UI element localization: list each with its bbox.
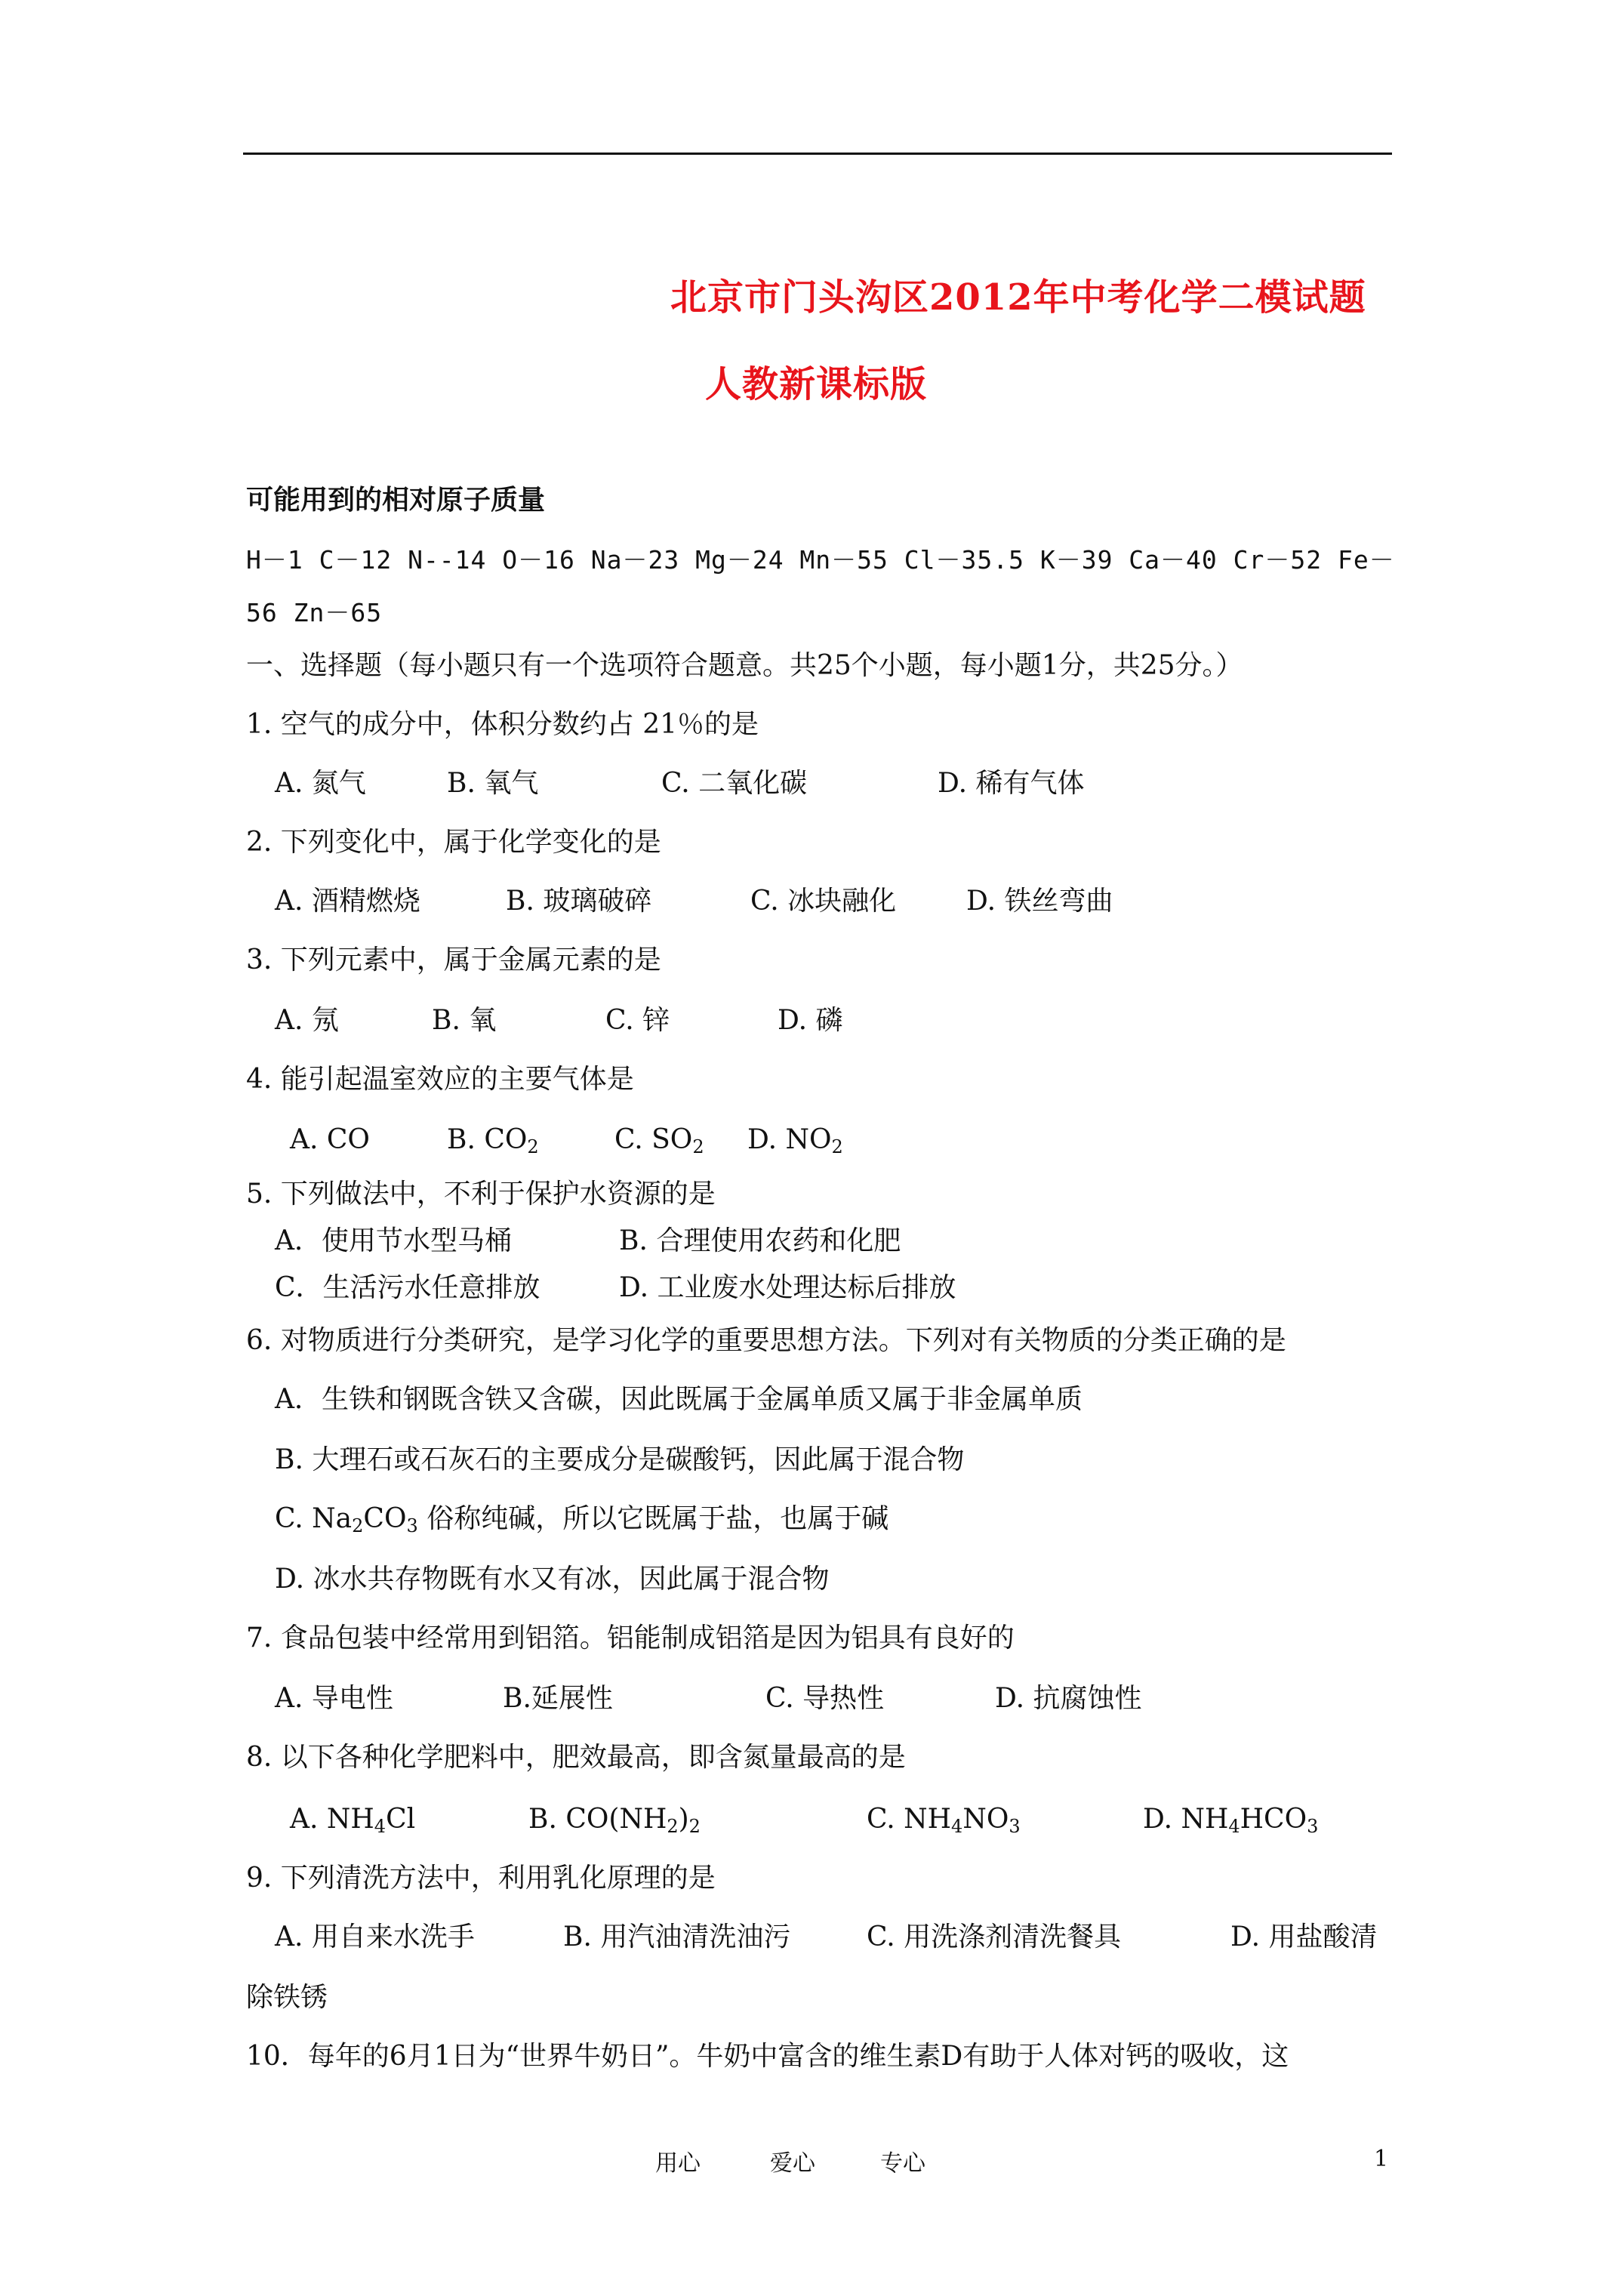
option: C. 导热性 bbox=[765, 1683, 885, 1714]
option: D. 用盐酸清 bbox=[1230, 1922, 1378, 1952]
page-number: 1 bbox=[1374, 2146, 1389, 2172]
option: C. $SO_2$ bbox=[614, 1124, 704, 1157]
option: C. 锌 bbox=[605, 1005, 670, 1036]
option-continuation: 除铁锈 bbox=[246, 1982, 328, 2013]
question-stem: 7. 食品包装中经常用到铝箔。铝能制成铝箔是因为铝具有良好的 bbox=[246, 1623, 1015, 1653]
question-stem: 6. 对物质进行分类研究，是学习化学的重要思想方法。下列对有关物质的分类正确的是 bbox=[246, 1325, 1286, 1356]
option: D. 磷 bbox=[778, 1005, 843, 1036]
option: B. 玻璃破碎 bbox=[506, 886, 652, 917]
option: A. 酒精燃烧 bbox=[275, 886, 420, 917]
option: B. $CO(NH_2)_2$ bbox=[528, 1804, 701, 1837]
option: B. 大理石或石灰石的主要成分是碳酸钙，因此属于混合物 bbox=[275, 1444, 965, 1475]
option: C. 冰块融化 bbox=[750, 886, 897, 917]
option: A．生铁和钢既含铁又含碳，因此既属于金属单质又属于非金属单质 bbox=[275, 1384, 1083, 1415]
question-stem: 5. 下列做法中，不利于保护水资源的是 bbox=[246, 1179, 716, 1210]
option: B. 用汽油清洗油污 bbox=[563, 1922, 791, 1952]
option: B. 氧气 bbox=[447, 768, 539, 799]
option: D. $NO_2$ bbox=[747, 1124, 843, 1157]
option: A．使用节水型马桶 bbox=[275, 1225, 512, 1256]
option: C. 用洗涤剂清洗餐具 bbox=[867, 1922, 1122, 1952]
option: A. $NH_4Cl$ bbox=[290, 1804, 416, 1837]
option: D. 铁丝弯曲 bbox=[966, 886, 1113, 917]
question-stem: 10．每年的6月1日为“世界牛奶日”。牛奶中富含的维生素D有助于人体对钙的吸收，这 bbox=[246, 2041, 1289, 2072]
footer-text-left: 用心 bbox=[655, 2150, 701, 2177]
page-title: 北京市门头沟区2012年中考化学二模试题 bbox=[670, 276, 1366, 319]
question-stem: 1. 空气的成分中，体积分数约占 21％的是 bbox=[246, 709, 759, 740]
option: C. $NH_4NO_3$ bbox=[867, 1804, 1021, 1837]
option: C．生活污水任意排放 bbox=[275, 1272, 540, 1303]
atomic-mass-line2: 56 Zn－65 bbox=[246, 598, 383, 627]
question-stem: 2. 下列变化中，属于化学变化的是 bbox=[246, 827, 661, 858]
atomic-mass-heading: 可能用到的相对原子质量 bbox=[246, 484, 546, 516]
option: B. $CO_2$ bbox=[447, 1124, 539, 1157]
question-stem: 9. 下列清洗方法中，利用乳化原理的是 bbox=[246, 1863, 716, 1894]
option: D. 冰水共存物既有水又有冰，因此属于混合物 bbox=[275, 1564, 830, 1595]
option: C. $Na_2CO_3$ 俗称纯碱，所以它既属于盐，也属于碱 bbox=[275, 1503, 889, 1536]
header-rule bbox=[243, 153, 1392, 155]
option: B. 氧 bbox=[432, 1005, 497, 1036]
option: A. CO bbox=[290, 1124, 370, 1155]
option: A. 氮气 bbox=[275, 768, 366, 799]
question-stem: 8. 以下各种化学肥料中，肥效最高，即含氮量最高的是 bbox=[246, 1742, 906, 1773]
page-subtitle: 人教新课标版 bbox=[705, 363, 928, 405]
option: A. 导电性 bbox=[275, 1683, 393, 1714]
option: D. $NH_4HCO_3$ bbox=[1143, 1804, 1319, 1837]
question-stem: 4. 能引起温室效应的主要气体是 bbox=[246, 1064, 634, 1095]
option: C. 二氧化碳 bbox=[661, 768, 808, 799]
option: D. 稀有气体 bbox=[938, 768, 1085, 799]
footer-text-right: 专心 bbox=[880, 2150, 925, 2177]
option: B. 合理使用农药和化肥 bbox=[619, 1225, 901, 1256]
question-stem: 3. 下列元素中，属于金属元素的是 bbox=[246, 945, 661, 975]
footer-text-middle: 爱心 bbox=[770, 2150, 815, 2177]
option: D. 抗腐蚀性 bbox=[995, 1683, 1142, 1714]
option: B.延展性 bbox=[503, 1683, 613, 1714]
option: D. 工业废水处理达标后排放 bbox=[619, 1272, 956, 1303]
atomic-mass-line1: H－1 C－12 N--14 O－16 Na－23 Mg－24 Mn－55 Cl－35.5 K－39 Ca－40 Cr－52 Fe－ bbox=[246, 545, 1395, 575]
section-heading: 一、选择题（每小题只有一个选项符合题意。共25个小题，每小题1分，共25分。） bbox=[246, 650, 1243, 681]
option: A. 氖 bbox=[275, 1005, 339, 1036]
option: A. 用自来水洗手 bbox=[275, 1922, 475, 1952]
